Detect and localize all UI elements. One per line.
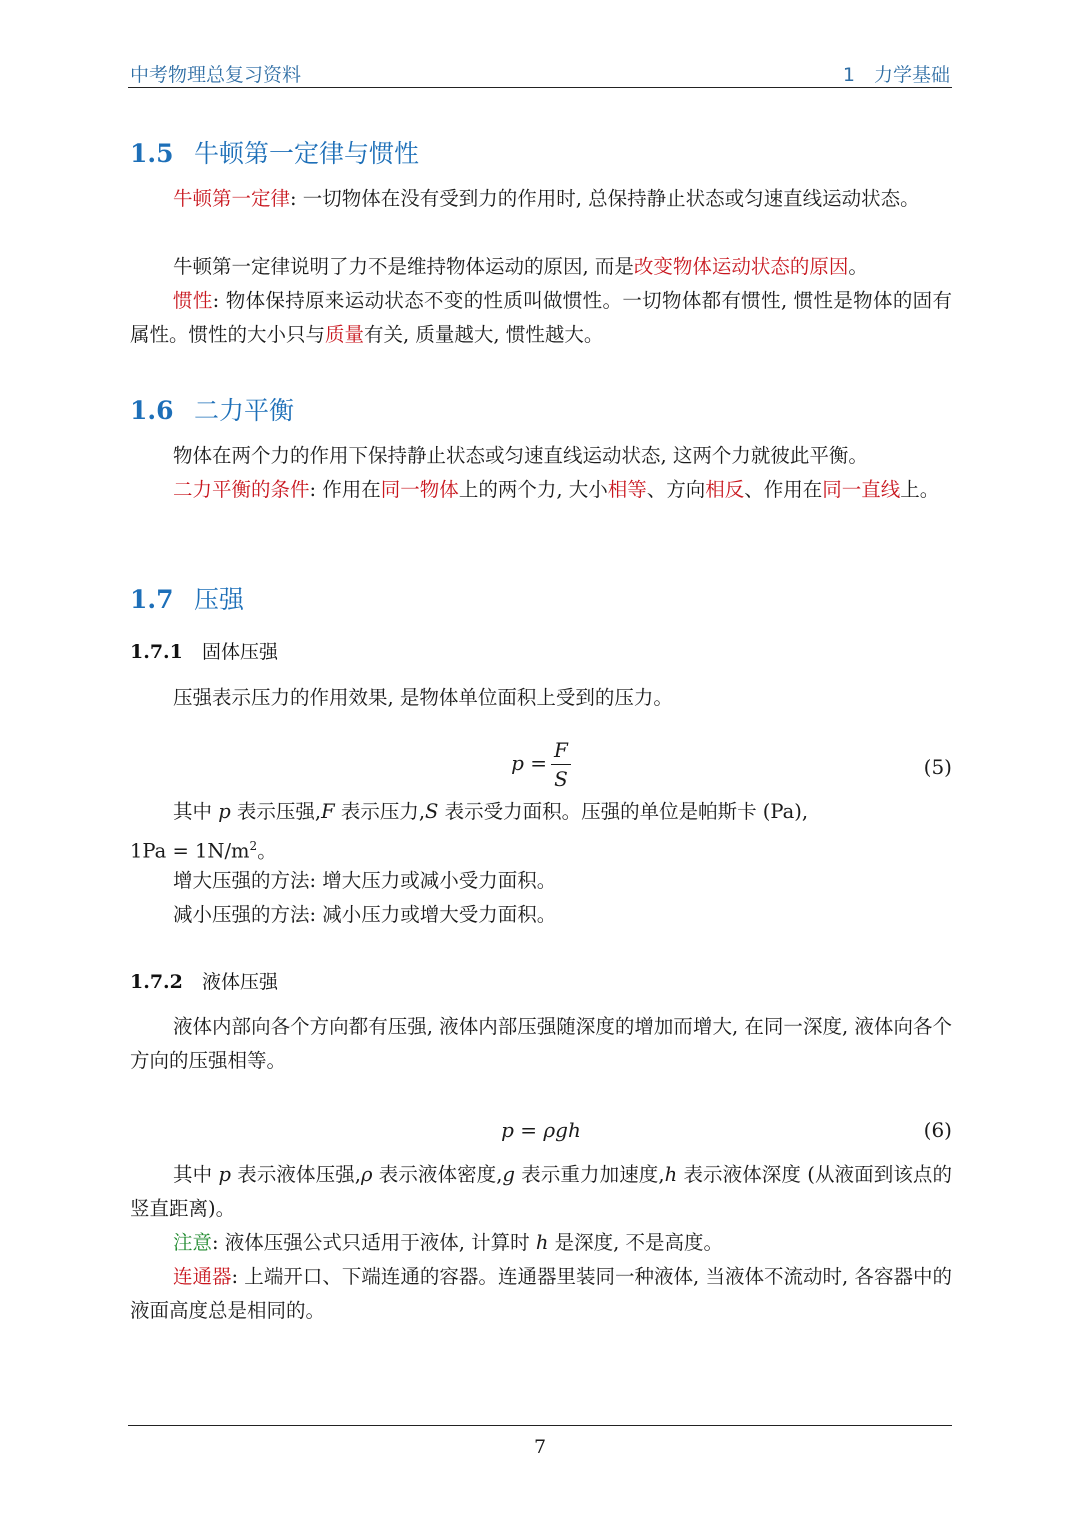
paragraph-inertia [130, 284, 952, 352]
text: 其中 [173, 800, 219, 823]
term-same-object: 同一物体 [380, 478, 459, 501]
paragraph-note [130, 1226, 952, 1260]
header-rule [128, 87, 952, 88]
term-connected-vessel: 连通器 [173, 1265, 232, 1288]
var-h: h [664, 1163, 678, 1186]
equation-6 [130, 1118, 952, 1146]
var-g: g [502, 1163, 515, 1186]
fraction [551, 738, 571, 791]
equation-number: (5) [923, 755, 952, 779]
running-header-title: 中考物理总复习资料 [130, 64, 302, 86]
superscript: 2 [249, 839, 258, 853]
term-inertia: 惯性 [173, 289, 213, 312]
term-same-line: 同一直线 [822, 478, 901, 501]
term-mass: 质量 [325, 323, 365, 346]
term-change-motion: 改变物体运动状态的原因 [633, 255, 849, 278]
paragraph-liquid-pressure: 液体内部向各个方向都有压强, 液体内部压强随深度的增加而增大, 在同一深度, 液体向各个方向的压强相等。 [130, 1015, 952, 1072]
text: 表示液体深度 (从液面到该点的竖直距离)。 [130, 1163, 952, 1220]
section-number: 1.7 [130, 585, 174, 614]
running-header-chapter: 1 力学基础 [842, 64, 950, 86]
numerator: F [551, 738, 571, 765]
term-opposite: 相反 [705, 478, 745, 501]
text: 。 [848, 255, 868, 278]
section-heading: 牛顿第一定律与惯性 [194, 139, 420, 168]
text: 表示压力, [334, 800, 426, 823]
paragraph-liquid-vars [130, 1158, 952, 1226]
equation-number: (6) [923, 1118, 952, 1142]
paragraph-pascal-unit [130, 829, 952, 869]
text: 表示液体密度, [372, 1163, 503, 1186]
subsection-title-1-7-1 [130, 637, 278, 664]
section-heading: 压强 [194, 585, 245, 614]
equation-5 [130, 738, 952, 796]
text: 牛顿第一定律说明了力不是维持物体运动的原因, 而是 [173, 255, 634, 278]
section-number: 1.5 [130, 139, 174, 168]
var-h: h [535, 1231, 549, 1254]
text: 表示压强, [230, 800, 322, 823]
paragraph-pressure-vars [130, 795, 952, 829]
text: 表示液体压强, [230, 1163, 361, 1186]
var-F: F [321, 800, 335, 823]
eq-formula: p = ρgh [501, 1118, 581, 1142]
text: 是深度, 不是高度。 [548, 1231, 724, 1254]
text: : 一切物体在没有受到力的作用时, 总保持静止状态或匀速直线运动状态。 [290, 187, 920, 210]
text: 上。 [900, 478, 940, 501]
text: : 作用在 [309, 478, 381, 501]
section-title-1-5 [130, 134, 419, 170]
section-title-1-6 [130, 391, 294, 427]
subsection-title-1-7-2 [130, 967, 278, 994]
text: 、方向 [646, 478, 706, 501]
text: 1Pa = 1N/m [130, 839, 250, 863]
section-title-1-7 [130, 580, 244, 616]
term-note: 注意 [173, 1231, 213, 1254]
var-rho: ρ [360, 1163, 373, 1186]
text: : 液体压强公式只适用于液体, 计算时 [212, 1231, 536, 1254]
text: 表示受力面积。压强的单位是帕斯卡 (Pa), [438, 800, 809, 823]
subsection-number: 1.7.1 [130, 641, 183, 663]
var-p: p [218, 800, 231, 823]
footer-rule [128, 1425, 952, 1426]
paragraph-connected-vessels [130, 1260, 952, 1328]
subsection-heading: 固体压强 [202, 641, 279, 663]
subsection-heading: 液体压强 [202, 971, 279, 993]
text: 表示重力加速度, [514, 1163, 665, 1186]
eq-lhs: p = [511, 751, 548, 775]
text: : 上端开口、下端连通的容器。连通器里装同一种液体, 当液体不流动时, 各容器中的液面高度总是相同的。 [130, 1265, 952, 1322]
paragraph-pressure-def: 压强表示压力的作用效果, 是物体单位面积上受到的压力。 [173, 686, 673, 709]
term-balance-conditions: 二力平衡的条件 [173, 478, 310, 501]
paragraph-increase-pressure: 增大压强的方法: 增大压力或减小受力面积。 [173, 869, 557, 892]
term-newton-first-law: 牛顿第一定律 [173, 187, 291, 210]
paragraph-decrease-pressure: 减小压强的方法: 减小压力或增大受力面积。 [173, 903, 557, 926]
denominator: S [554, 767, 568, 791]
paragraph-balance-intro: 物体在两个力的作用下保持静止状态或匀速直线运动状态, 这两个力就彼此平衡。 [173, 444, 868, 467]
subsection-number: 1.7.2 [130, 971, 183, 993]
text: : 物体保持原来运动状态不变的性质叫做惯性。一切物体都有惯性, 惯性是物体的固有属性。惯性的大小只与 [130, 289, 952, 346]
paragraph-balance-conditions [130, 473, 952, 507]
var-p: p [218, 1163, 231, 1186]
text: 其中 [173, 1163, 219, 1186]
var-S: S [425, 800, 439, 823]
text: 上的两个力, 大小 [458, 478, 608, 501]
paragraph-newton-law [130, 182, 952, 216]
section-heading: 二力平衡 [194, 396, 295, 425]
page-number: 7 [533, 1436, 547, 1458]
paragraph-force-role [130, 250, 952, 284]
text: 、作用在 [744, 478, 823, 501]
term-equal: 相等 [607, 478, 647, 501]
text: 有关, 质量越大, 惯性越大。 [364, 323, 604, 346]
text: 。 [257, 839, 277, 863]
section-number: 1.6 [130, 396, 174, 425]
